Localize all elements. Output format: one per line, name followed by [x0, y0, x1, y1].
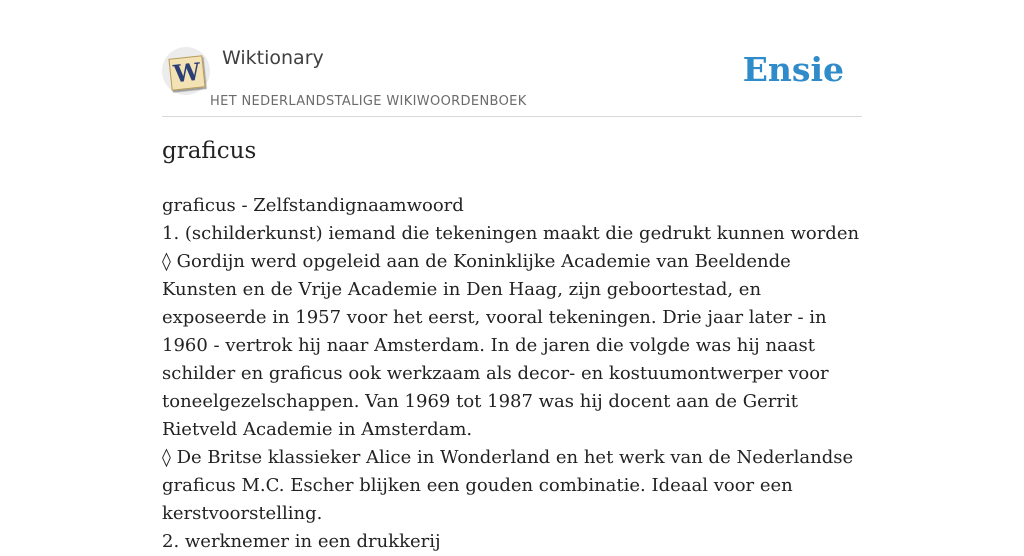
logo-letter: W [172, 56, 202, 89]
logo-tile-icon [168, 55, 205, 90]
example-2: ◊ De Britse klassieker Alice in Wonderland en het werk van de Nederlandse graficus M.C. Escher blijken een gouden combinatie. Ideaal voor een kerstvoorstelling. [162, 447, 854, 524]
entry-content [162, 192, 862, 556]
example-1: ◊ Gordijn werd opgeleid aan de Koninklijke Academie van Beeldende Kunsten en de Vrije Academie in Den Haag, zijn geboortestad, en exposeerde in 1957 voor het eerst, vooral tekeningen. Drie jaar later - in 1960 - vertrok hij naar Amsterdam. In de jaren die volgde was hij naast schilder en graficus ook werkzaam als decor- en kostuumontwerper voor toneelgezelschappen. Van 1969 tot 1987 was hij docent aan de Gerrit Rietveld Academie in Amsterdam. [162, 251, 829, 440]
definition-2: 2. werknemer in een drukkerij [162, 531, 441, 552]
ensie-brand-logo[interactable]: Ensie [742, 50, 844, 89]
word-type-line: graficus - Zelfstandignaamwoord [162, 195, 464, 216]
site-subtitle: HET NEDERLANDSTALIGE WIKIWOORDENBOEK [210, 94, 527, 109]
page-title: graficus [162, 138, 257, 164]
definition-1: 1. (schilderkunst) iemand die tekeningen maakt die gedrukt kunnen worden [162, 223, 860, 244]
header [162, 44, 862, 117]
wiktionary-logo[interactable] [162, 47, 210, 95]
site-title[interactable]: Wiktionary [222, 47, 324, 69]
